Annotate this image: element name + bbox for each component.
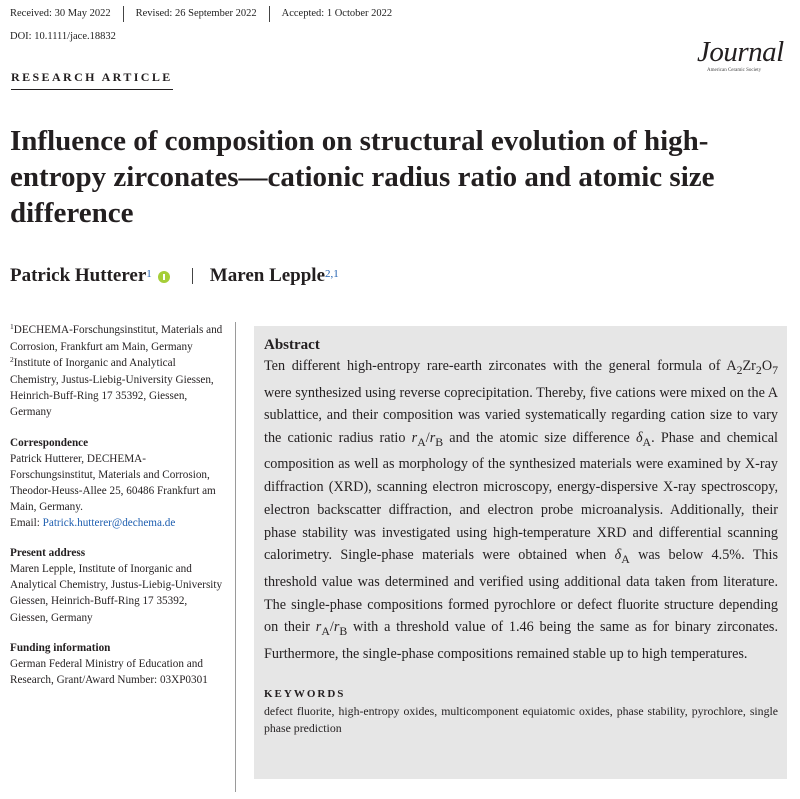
present-address-heading: Present address bbox=[10, 547, 86, 560]
author-name[interactable]: Patrick Hutterer bbox=[10, 265, 147, 286]
revised-date: Revised: 26 September 2022 bbox=[123, 6, 269, 22]
correspondence-heading: Correspondence bbox=[10, 436, 89, 449]
paper-title: Influence of composition on structural evolution of high-entropy zirconates—cationic radius ratio and atomic size difference bbox=[10, 125, 715, 229]
affiliation-2: $^2$Institute of Inorganic and Analytical Chemistry, Justus-Liebig-University Giessen, Heinrich-Buff-Ring 17 35392, Giessen, Germany bbox=[10, 355, 214, 419]
author-separator bbox=[192, 268, 193, 284]
funding-body: German Federal Ministry of Education and Research, Grant/Award Number: 03XP0301 bbox=[10, 657, 208, 686]
keywords-heading: KEYWORDS bbox=[264, 688, 346, 701]
journal-logo bbox=[697, 38, 787, 78]
doi[interactable]: DOI: 10.1111/jace.18832 bbox=[10, 31, 116, 42]
journal-logo-word: Journal bbox=[697, 36, 784, 68]
journal-logo-subtitle: American Ceramic Society bbox=[707, 68, 762, 73]
keywords-text: defect fluorite, high-entropy oxides, multicomponent equiatomic oxides, phase stability, pyrochlore, single phase prediction bbox=[264, 704, 778, 736]
orcid-icon[interactable] bbox=[158, 271, 170, 283]
sidebar bbox=[0, 322, 236, 792]
accepted-date: Accepted: 1 October 2022 bbox=[269, 6, 405, 22]
affiliation-1: $^1$DECHEMA-Forschungsinstitut, Materials and Corrosion, Frankfurt am Main, Germany bbox=[10, 322, 223, 354]
received-date: Received: 30 May 2022 bbox=[10, 8, 111, 19]
author-list bbox=[10, 265, 339, 287]
author-affiliation-sup[interactable]: 2,1 bbox=[325, 268, 339, 280]
article-history bbox=[10, 5, 404, 23]
funding-heading: Funding information bbox=[10, 641, 111, 654]
correspondence-email: Email: Patrick.hutterer@dechema.de bbox=[10, 517, 176, 530]
abstract-box bbox=[254, 326, 787, 779]
correspondence-body: Patrick Hutterer, DECHEMA-Forschungsinstitut, Materials and Corrosion, Theodor-Heuss-Allee 25, 60486 Frankfurt am Main, Germany. bbox=[10, 452, 216, 513]
abstract-text: Ten different high-entropy rare-earth zirconates with the general formula of $A_2Zr_2O_7$ were synthesized using reverse coprecipitation. Thereby, five cations were mixed on the A sublattice, and their composition was varied systematically regarding cation size to vary the cationic radius ratio $r_A/r_B$ and the atomic size difference $\delta_A$. Phase and chemical composition as well as morphology of the synthesized materials were examined by X-ray diffraction (XRD), scanning electron microscopy, energy-dispersive X-ray spectroscopy, electron backscatter diffraction, and electron probe microanalysis. Additionally, their phase stability was investigated using high-temperature XRD and differential scanning calorimetry. Single-phase materials were obtained when $\delta_A$ was below 4.5%. This threshold value was determined and verified using additional data taken from literature. The single-phase compositions formed pyrochlore or defect fluorite structure depending on their $r_A/r_B$ with a threshold value of 1.46 being the same as for binary zirconates. Furthermore, the single-phase compositions remained stable up to high temperatures. bbox=[264, 358, 779, 662]
email-link[interactable]: Patrick.hutterer@dechema.de bbox=[42, 517, 176, 530]
abstract-heading: Abstract bbox=[264, 337, 320, 353]
author-name[interactable]: Maren Lepple bbox=[209, 265, 326, 286]
present-address-body: Maren Lepple, Institute of Inorganic and Analytical Chemistry, Justus-Liebig-University Giessen, Heinrich-Buff-Ring 17 35392, Giessen, Germany bbox=[10, 563, 223, 624]
author-affiliation-sup[interactable]: 1 bbox=[146, 268, 152, 280]
article-type: RESEARCH ARTICLE bbox=[11, 70, 173, 90]
